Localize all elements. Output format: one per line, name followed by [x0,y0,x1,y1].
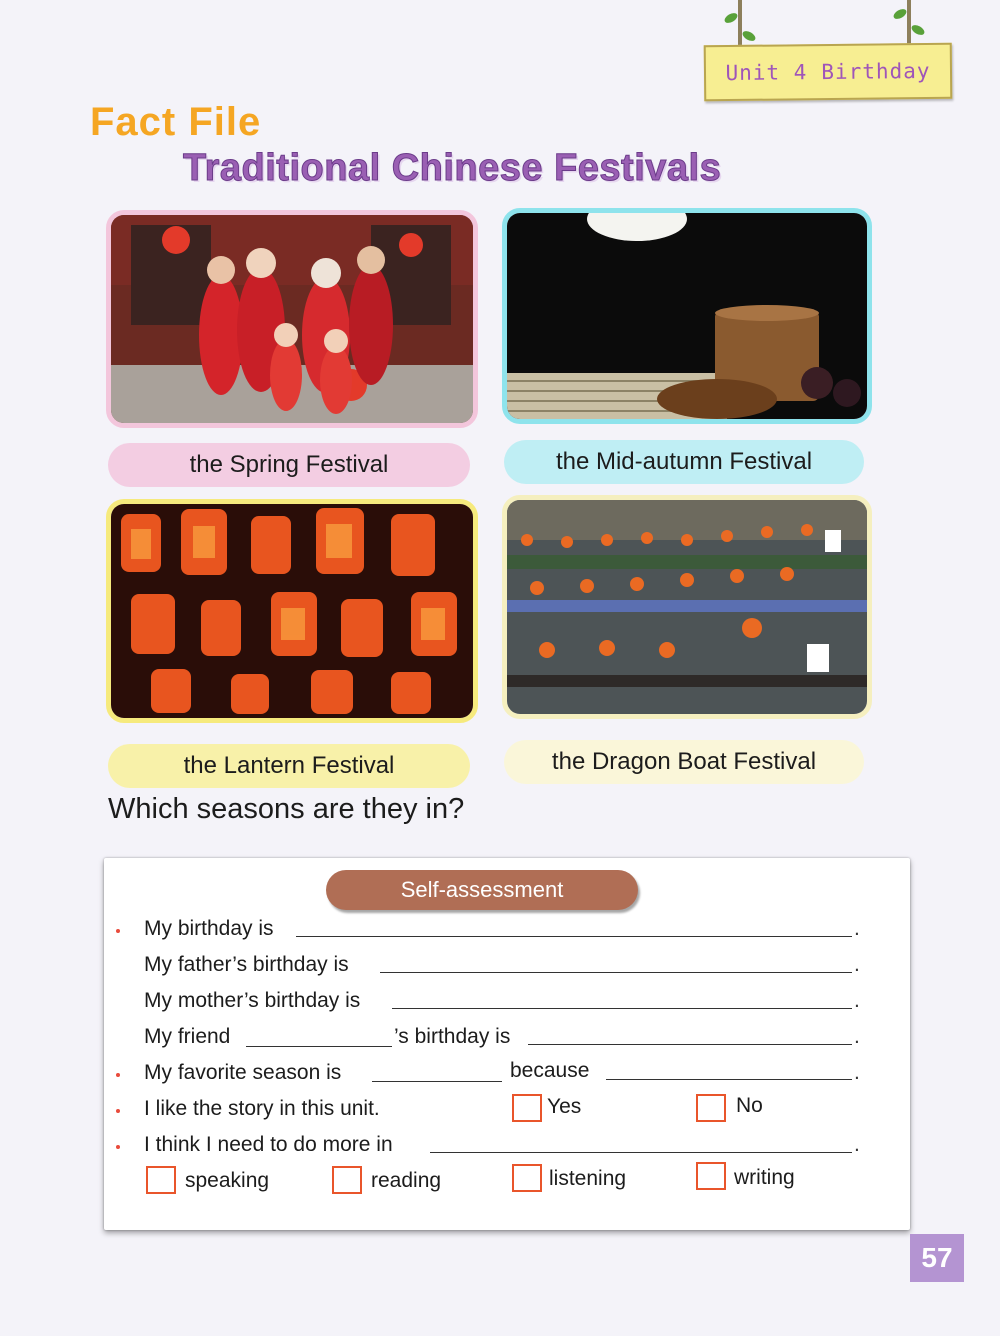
mother-birthday-label: My mother’s birthday is [144,989,361,1012]
period: . [854,1133,860,1156]
yes-label: Yes [547,1095,582,1118]
writing-label: writing [734,1166,795,1189]
leaf-icon [910,23,926,37]
dragon-boat-race-photo [502,495,872,719]
fact-file-heading: Fact File [90,100,262,144]
favorite-season-label: My favorite season is [144,1061,342,1084]
need-more-label: I think I need to do more in [144,1133,393,1156]
leaf-icon [892,7,908,21]
reading-label: reading [371,1169,442,1192]
because-label: because [510,1059,590,1082]
page-number: 57 [910,1234,964,1282]
question-text: Which seasons are they in? [108,793,465,825]
bullet [116,1073,120,1077]
yes-checkbox[interactable] [512,1094,542,1122]
bullet [116,929,120,933]
friend-label: My friend [144,1025,231,1048]
festival-caption: the Lantern Festival [108,744,470,788]
period: . [854,1061,860,1084]
sign-rope-left [738,0,742,50]
red-lanterns-photo [106,499,478,723]
need-more-blank[interactable] [430,1152,852,1153]
family-in-red-photo [106,210,478,428]
because-blank[interactable] [606,1079,852,1080]
story-label: I like the story in this unit. [144,1097,380,1120]
friend-name-blank[interactable] [246,1046,392,1047]
no-label: No [736,1094,763,1117]
my-birthday-blank[interactable] [296,936,852,937]
festival-caption: the Mid-autumn Festival [504,440,864,484]
speaking-label: speaking [185,1169,270,1192]
festival-caption: the Spring Festival [108,443,470,487]
leaf-icon [723,11,739,25]
my-birthday-label: My birthday is [144,917,274,940]
unit-label: Unit 4 [725,60,808,86]
period: . [854,1025,860,1048]
writing-checkbox[interactable] [696,1162,726,1190]
reading-checkbox[interactable] [332,1166,362,1194]
festival-caption: the Dragon Boat Festival [504,740,864,784]
listening-checkbox[interactable] [512,1164,542,1192]
leaf-icon [741,29,757,43]
friend-birthday-label: ’s birthday is [394,1025,511,1048]
moon-and-mooncake-photo [502,208,872,424]
bullet [116,1109,120,1113]
festivals-title: Traditional Chinese Festivals [183,147,722,189]
mother-birthday-blank[interactable] [392,1008,852,1009]
self-assessment-title: Self-assessment [326,870,638,910]
bullet [116,1145,120,1149]
period: . [854,917,860,940]
father-birthday-label: My father’s birthday is [144,953,349,976]
listening-label: listening [549,1167,627,1190]
speaking-checkbox[interactable] [146,1166,176,1194]
no-checkbox[interactable] [696,1094,726,1122]
unit-sign [704,43,953,102]
friend-birthday-blank[interactable] [528,1044,852,1045]
unit-title: Birthday [821,58,931,85]
favorite-season-blank[interactable] [372,1081,502,1082]
period: . [854,953,860,976]
father-birthday-blank[interactable] [380,972,852,973]
period: . [854,989,860,1012]
